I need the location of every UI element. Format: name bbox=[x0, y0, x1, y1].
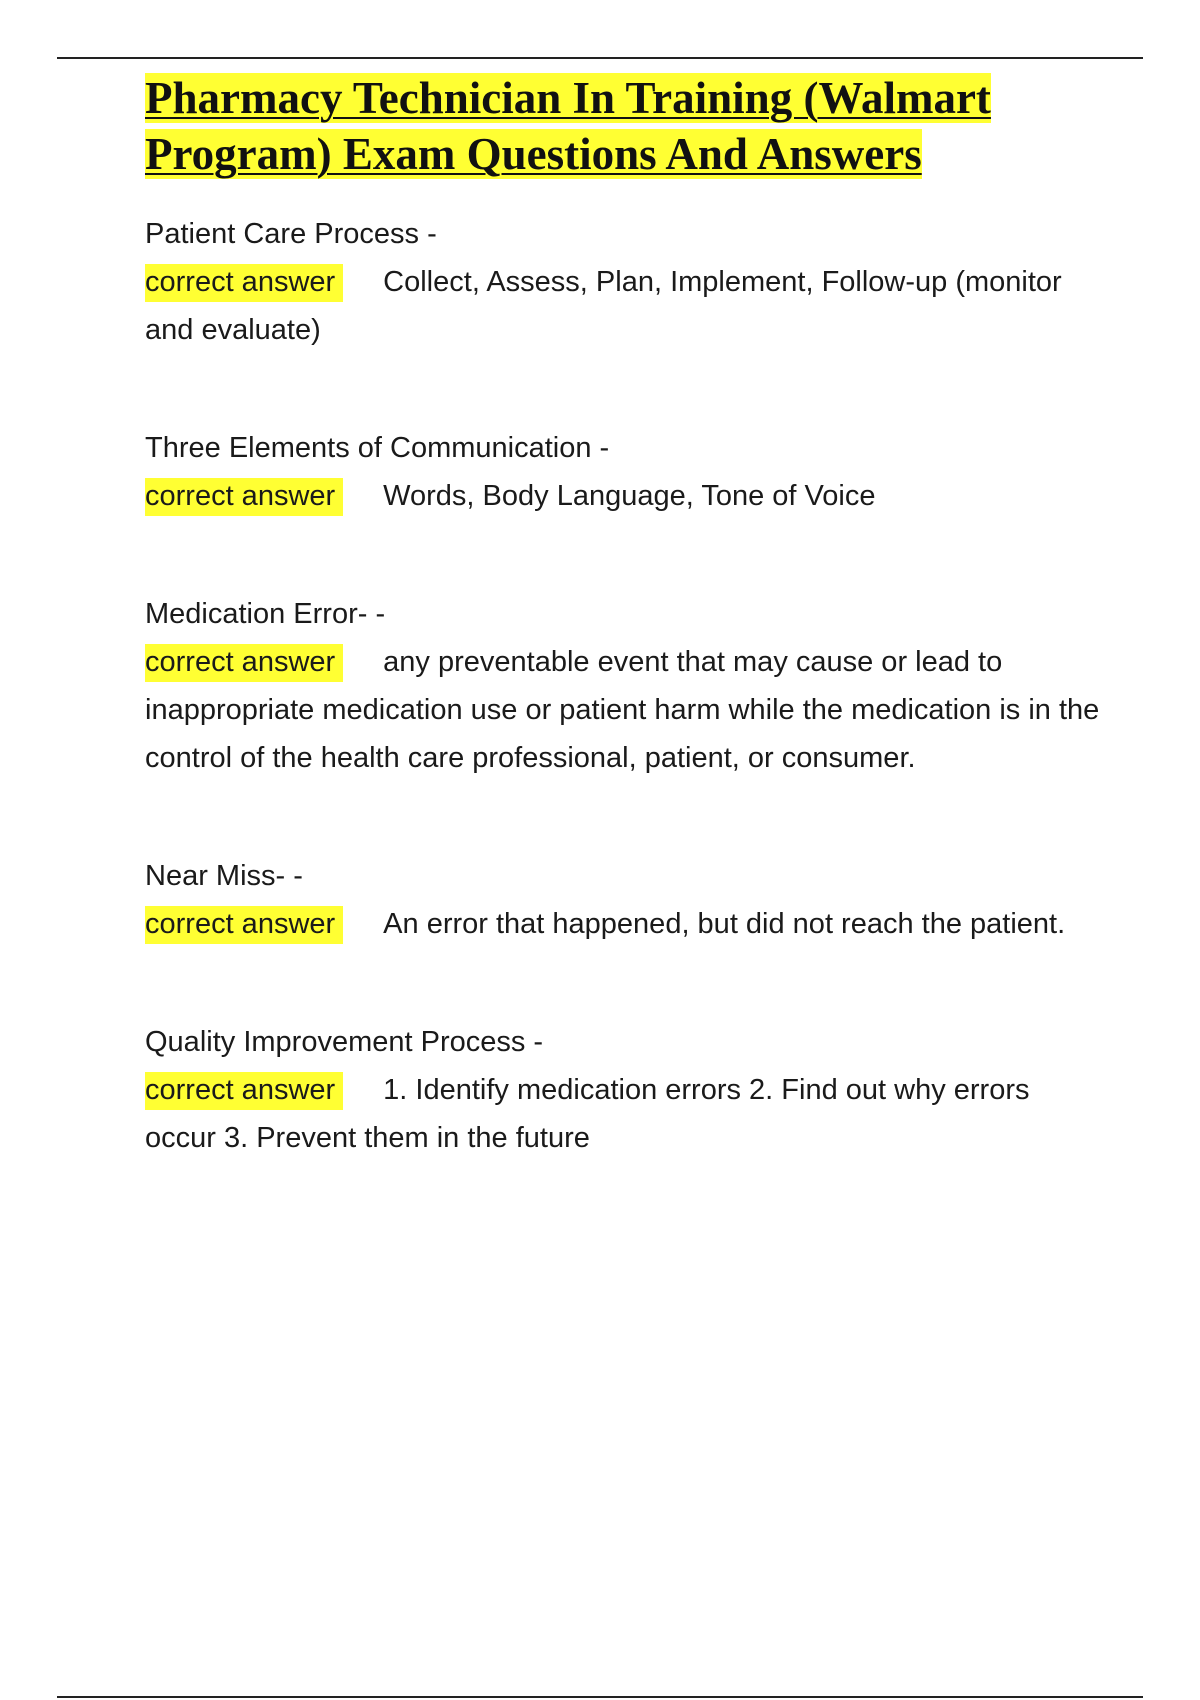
qa-list bbox=[145, 210, 1105, 1162]
answer-line bbox=[145, 258, 1105, 354]
correct-answer-tag: correct answer bbox=[145, 1072, 343, 1110]
qa-item bbox=[145, 1018, 1105, 1162]
qa-item bbox=[145, 210, 1105, 354]
question-text: Three Elements of Communication - bbox=[145, 432, 610, 464]
answer-text: Words, Body Language, Tone of Voice bbox=[383, 480, 876, 512]
answer-line bbox=[145, 472, 1105, 520]
correct-answer-tag: correct answer bbox=[145, 264, 343, 302]
question-text: Quality Improvement Process - bbox=[145, 1026, 544, 1058]
answer-text: any preventable event that may cause or lead to inappropriate medication use or patient harm while the medication is in the control of the health care professional, patient, or consumer. bbox=[145, 646, 1100, 774]
qa-item bbox=[145, 424, 1105, 520]
correct-answer-tag: correct answer bbox=[145, 644, 343, 682]
document-page bbox=[145, 70, 1105, 1162]
top-divider bbox=[57, 57, 1143, 59]
question-text: Medication Error- - bbox=[145, 598, 386, 630]
answer-line bbox=[145, 900, 1105, 948]
answer-text: 1. Identify medication errors 2. Find out why errors occur 3. Prevent them in the future bbox=[145, 1074, 1030, 1154]
qa-item bbox=[145, 590, 1105, 782]
bottom-divider bbox=[57, 1696, 1143, 1698]
question-text: Near Miss- - bbox=[145, 860, 303, 892]
answer-line bbox=[145, 638, 1105, 782]
document-title-text: Pharmacy Technician In Training (Walmart Program) Exam Questions And Answers bbox=[145, 73, 991, 179]
answer-line bbox=[145, 1066, 1105, 1162]
question-text: Patient Care Process - bbox=[145, 218, 437, 250]
answer-text: Collect, Assess, Plan, Implement, Follow-up (monitor and evaluate) bbox=[145, 266, 1062, 346]
document-title bbox=[145, 70, 1105, 182]
correct-answer-tag: correct answer bbox=[145, 478, 343, 516]
correct-answer-tag: correct answer bbox=[145, 906, 343, 944]
answer-text: An error that happened, but did not reach the patient. bbox=[383, 908, 1066, 940]
qa-item bbox=[145, 852, 1105, 948]
